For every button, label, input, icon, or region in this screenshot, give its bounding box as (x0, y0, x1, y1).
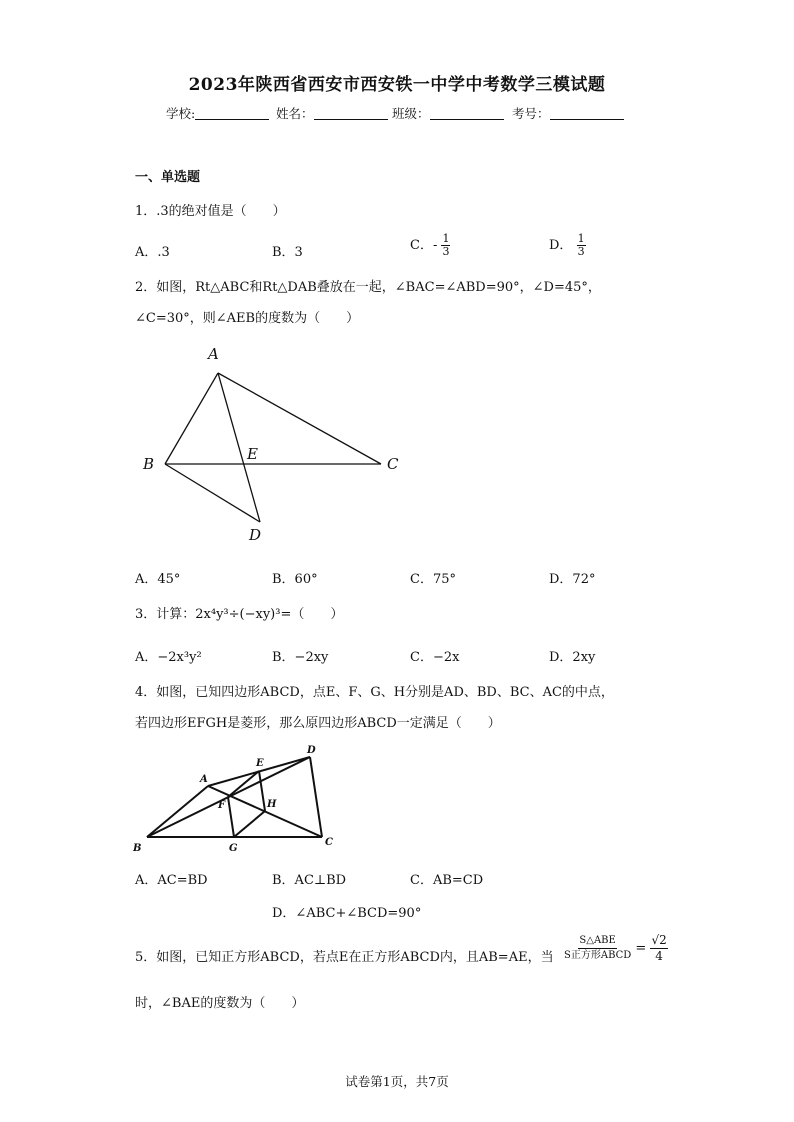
q1-option-d-label: D． (549, 238, 573, 253)
exam-no-label: 考号： (512, 106, 550, 121)
segment-gh (234, 811, 265, 837)
fraction-numerator: S△ABE (578, 934, 616, 949)
point-d-label: D (249, 526, 262, 544)
class-field (392, 104, 504, 122)
point-h-label: H (267, 799, 277, 810)
fraction-numerator: 1 (442, 232, 450, 245)
q5-area-ratio-fraction (564, 934, 631, 963)
segment-dc (310, 757, 322, 837)
question-5-line-2: 时，∠BAE的度数为（ ） (135, 996, 305, 1011)
q3-option-b: B．−2xy (272, 650, 329, 665)
segment-he (259, 771, 265, 811)
q4-option-a: A．AC=BD (135, 873, 208, 888)
q1-option-c (410, 233, 450, 258)
name-field (276, 104, 388, 122)
point-b-label: B (133, 843, 142, 854)
question-4-line-1: 4．如图，已知四边形ABCD，点E、F、G、H分别是AD、BD、BC、AC的中点， (135, 685, 614, 700)
name-label: 姓名： (276, 106, 314, 121)
class-blank (430, 107, 504, 120)
q1-option-d-fraction (577, 233, 586, 258)
q4-option-c: C．AB=CD (410, 873, 484, 888)
q4-quadrilateral-figure (130, 740, 350, 858)
fraction-numerator: √2 (651, 933, 667, 947)
name-blank (314, 107, 388, 120)
q5-value-fraction (650, 933, 667, 964)
question-2-line-1: 2．如图，Rt△ABC和Rt△DAB叠放在一起，∠BAC=∠ABD=90°，∠D=45°， (135, 280, 601, 295)
q1-option-a: A．.3 (135, 245, 170, 260)
q2-option-b: B．60° (272, 572, 318, 587)
school-field (166, 104, 269, 122)
q2-option-d: D．72° (549, 572, 596, 587)
q2-triangle-figure (135, 340, 415, 550)
page-footer: 试卷第1页，共7页 (345, 1074, 449, 1089)
point-c-label: C (325, 837, 333, 848)
point-e-label: E (247, 445, 258, 463)
q1-option-c-fraction (441, 233, 450, 258)
exam-no-field (512, 104, 624, 122)
segment-ac (218, 373, 381, 464)
q1-option-c-label: C．- (410, 238, 438, 253)
exam-title: 2023年陕西省西安市西安铁一中学中考数学三模试题 (188, 75, 606, 95)
q5-equals-sign: = (635, 941, 647, 956)
q4-option-d: D．∠ABC+∠BCD=90° (272, 906, 422, 921)
q3-option-a: A．−2x³y² (135, 650, 202, 665)
q4-option-b: B．AC⊥BD (272, 873, 347, 888)
fraction-denominator: 4 (655, 949, 663, 963)
q3-option-d: D．2xy (549, 650, 596, 665)
class-label: 班级： (392, 106, 430, 121)
point-b-label: B (143, 455, 155, 473)
q1-option-b: B．3 (272, 245, 303, 260)
question-5-line-1: 5．如图，已知正方形ABCD，若点E在正方形ABCD内，且AB=AE，当 (135, 950, 554, 965)
point-d-label: D (307, 745, 316, 756)
q3-option-c: C．−2x (410, 650, 460, 665)
question-1-stem: 1．.3的绝对值是（ ） (135, 204, 286, 219)
point-a-label: A (208, 345, 219, 363)
point-a-label: A (200, 774, 208, 785)
fraction-denominator: 3 (577, 245, 585, 258)
question-2-line-2: ∠C=30°，则∠AEB的度数为（ ） (135, 311, 360, 326)
school-blank (195, 107, 269, 120)
segment-fg (228, 797, 234, 837)
exam-no-blank (550, 107, 624, 120)
q5-ratio-expression (564, 933, 668, 964)
fraction-denominator: S正方形ABCD (564, 950, 632, 961)
point-g-label: G (229, 843, 238, 854)
segment-ab (165, 373, 218, 464)
point-c-label: C (387, 455, 399, 473)
section-heading: 一、单选题 (135, 170, 201, 185)
fraction-denominator: 3 (442, 245, 450, 258)
point-f-label: F (218, 800, 226, 811)
question-3-stem: 3．计算：2x⁴y³÷(−xy)³=（ ） (135, 607, 344, 622)
fraction-numerator: 1 (577, 232, 585, 245)
point-e-label: E (256, 758, 264, 769)
school-label: 学校: (166, 106, 196, 121)
question-4-line-2: 若四边形EFGH是菱形，那么原四边形ABCD一定满足（ ） (135, 716, 501, 731)
q2-option-c: C．75° (410, 572, 456, 587)
q1-option-d (549, 233, 586, 258)
q2-option-a: A．45° (135, 572, 181, 587)
